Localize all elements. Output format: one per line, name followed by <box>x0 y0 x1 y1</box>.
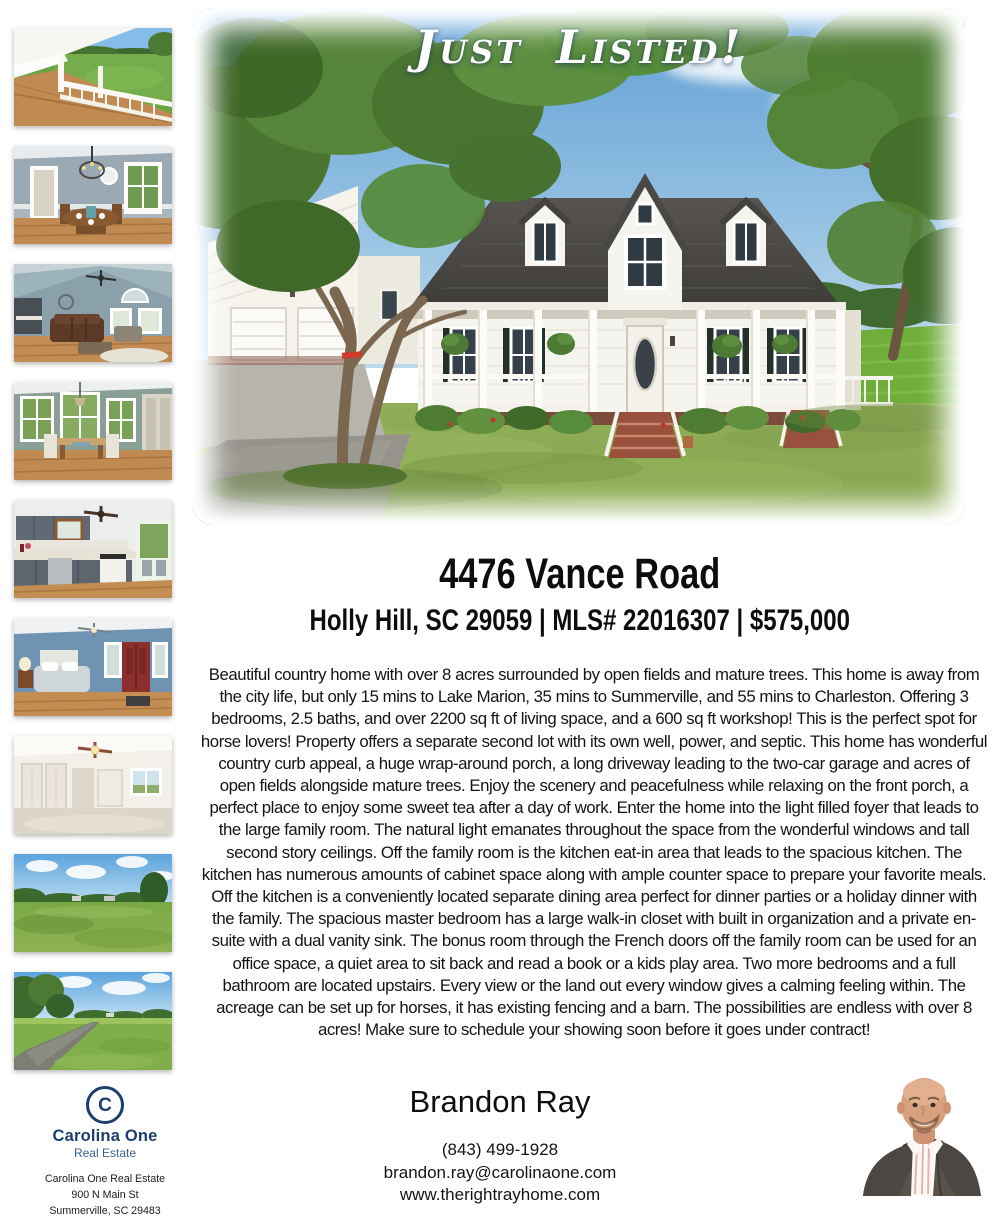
listing-header <box>190 552 970 638</box>
dining-room-photo-graphic <box>14 146 172 244</box>
thumbnail-dining-room <box>14 146 172 244</box>
kitchen-nook-photo-graphic <box>14 382 172 480</box>
agent-name: Brandon Ray <box>409 1084 591 1119</box>
bonus-room-photo-graphic <box>14 736 172 834</box>
thumbnail-strip <box>14 28 172 1070</box>
thumbnail-kitchen <box>14 500 172 598</box>
agent-email: brandon.ray@carolinaone.com <box>383 1162 617 1182</box>
brokerage-address-line-1: Carolina One Real Estate <box>44 1173 166 1185</box>
thumbnail-master-bedroom <box>14 618 172 716</box>
bedroom-photo-graphic <box>14 618 172 716</box>
brokerage-block <box>20 1086 190 1220</box>
brokerage-name: Carolina One <box>52 1127 158 1145</box>
listing-address-headline: 4476 Vance Road <box>439 550 721 598</box>
brokerage-address-line-3: Summerville, SC 29483 <box>49 1204 161 1217</box>
agent-phone: (843) 499-1928 <box>441 1140 559 1159</box>
brokerage-address <box>20 1172 190 1220</box>
thumbnail-driveway-field <box>14 972 172 1070</box>
brokerage-address-line-2: 900 N Main St <box>71 1188 139 1201</box>
just-listed-banner: Just Listed! <box>414 20 744 74</box>
hero-photo-front-exterior <box>193 8 965 525</box>
field-photo-graphic <box>14 854 172 952</box>
agent-website: www.therightrayhome.com <box>399 1185 601 1204</box>
thumbnail-eat-in-kitchen-nook <box>14 382 172 480</box>
kitchen-photo-graphic <box>14 500 172 598</box>
thumbnail-wrap-around-porch <box>14 28 172 126</box>
thumbnail-open-field <box>14 854 172 952</box>
carolina-one-circle-c-logo-icon: C <box>86 1086 124 1124</box>
brokerage-division: Real Estate <box>73 1146 137 1160</box>
agent-headshot-photo <box>855 1076 990 1196</box>
thumbnail-family-room <box>14 264 172 362</box>
family-room-photo-graphic <box>14 264 172 362</box>
listing-subheadline: Holly Hill, SC 29059 | MLS# 22016307 | $575,000 <box>309 604 851 638</box>
porch-photo-graphic <box>14 28 172 126</box>
thumbnail-bonus-room <box>14 736 172 834</box>
listing-description: Beautiful country home with over 8 acres surrounded by open fields and mature trees. This home is away from the city life, but only 15 mins to Lake Marion, 35 mins to Summerville, and 55 mins to Charleston. Offering 3 bedrooms, 2.5 baths, and over 2200 sq ft of living space, and a 600 sq ft workshop! This is the perfect spot for horse lovers! Property offers a separate second lot with its own well, power, and septic. This home has wonderful country curb appeal, a huge wrap-around porch, a long driveway leading to the two-car garage and acres of open fields alongside mature trees. Enjoy the scenery and peacefulness while relaxing on the front porch, a perfect place to enjoy some sweet tea after a day of work. Enter the home into the light filled foyer that leads to the large family room. The natural light emanates throughout the space from the wonderful windows and tall second story ceilings. Off the family room is the kitchen eat-in area that leads to the spacious kitchen. The kitchen has numerous amounts of cabinet space along with ample counter space to prepare your favorite meals. Off the kitchen is a conveniently located separate dining area perfect for dinner parties or a holiday dinner with the family. The spacious master bedroom has a large walk-in closet with built in organization and a private en-suite with a dual vanity sink. The bonus room through the French doors off the family room can be used for an office space, a quiet area to sit back and read a book or a kids play area. Two more bedrooms and a full bathroom are located upstairs. Every view or the land out every window gives a calming feeling within. The acreage can be set up for horses, it has existing fencing and a barn. The possibilities are endless with over 8 acres! Make sure to schedule your showing soon before it goes under contract! <box>200 665 988 1040</box>
driveway-photo-graphic <box>14 972 172 1070</box>
